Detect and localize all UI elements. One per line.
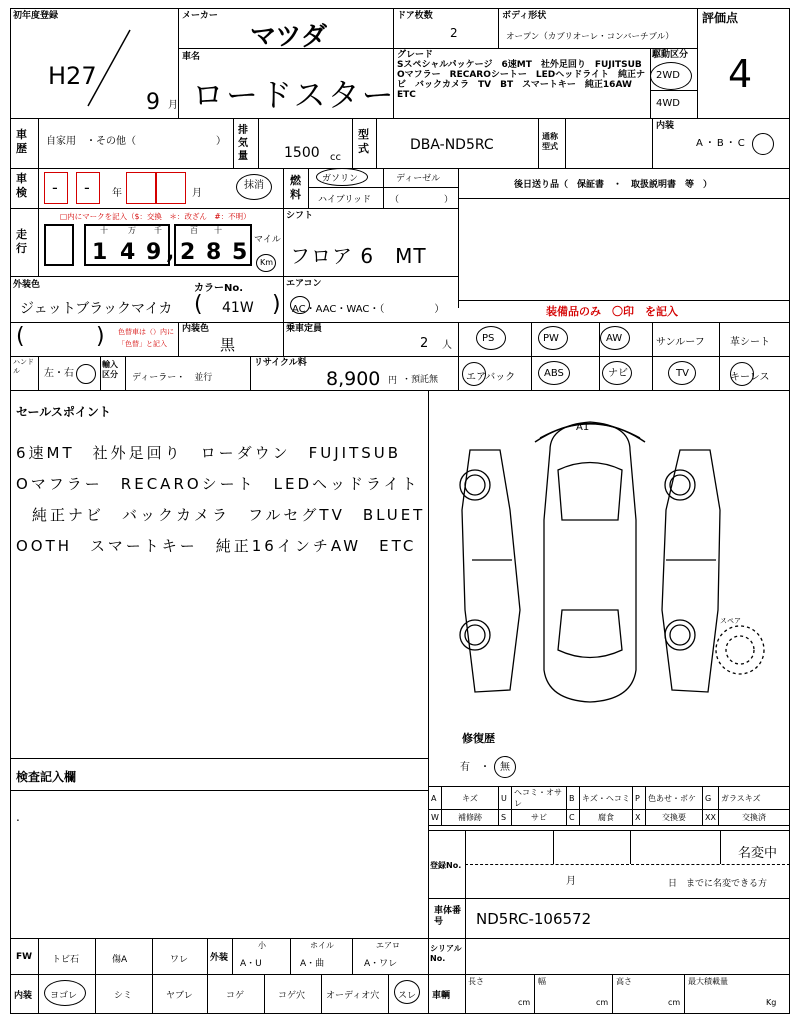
interior-stain: シミ xyxy=(114,991,133,1001)
history-value: 自家用 ・その他（ ） xyxy=(46,136,226,147)
equip-abs-mark xyxy=(538,361,570,385)
model-value: DBA-ND5RC xyxy=(410,137,494,153)
displacement-value: 1500 xyxy=(284,145,320,161)
repair-none-mark xyxy=(494,756,516,778)
equip-aw-mark xyxy=(600,326,630,350)
color-no-close: ) xyxy=(272,292,281,317)
wheel-options: A・曲 xyxy=(300,959,325,969)
equip-airbag: エアバック xyxy=(466,372,516,383)
recycle-deposit: ・預託無 xyxy=(402,375,439,385)
legend-text: キズ xyxy=(442,787,499,810)
fw-stone-chip: トビ石 xyxy=(52,955,80,965)
mileage-comma: , xyxy=(166,240,175,265)
color-no-label: カラーNo. xyxy=(194,283,244,294)
recycle-yen: 円 xyxy=(388,376,398,386)
mileage-unit-4: 百 xyxy=(190,226,198,235)
width-label: 幅 xyxy=(538,977,546,986)
small-options: A・U xyxy=(240,959,262,969)
legend-text: ガラスキズ xyxy=(718,787,789,810)
interior-wear-mark xyxy=(394,980,420,1004)
equip-navi-mark xyxy=(602,361,632,385)
mileage-digit-3: 9 xyxy=(146,240,162,265)
equip-ps: PS xyxy=(482,333,495,344)
displacement-label: 排気量 xyxy=(238,125,248,162)
mileage-digit-2: 4 xyxy=(120,240,136,265)
shift-label: シフト xyxy=(286,211,314,221)
aero-options: A・ワレ xyxy=(364,959,398,969)
equip-tv-mark xyxy=(668,361,696,385)
drive-label: 駆動区分 xyxy=(652,50,689,60)
ac-label: エアコン xyxy=(286,279,322,289)
inspection-title: 検査記入欄 xyxy=(16,770,77,784)
vin-label: 車体番号 xyxy=(434,906,462,927)
sales-line-4: OOTH スマートキー 純正16インチAW ETC xyxy=(16,537,417,555)
interior-dirt-mark xyxy=(44,980,86,1006)
dims-label: 車輌 xyxy=(432,991,451,1001)
mileage-unit-3: 千 xyxy=(154,226,162,235)
interior-dirt: ヨゴレ xyxy=(50,991,78,1001)
doors-value: 2 xyxy=(450,26,458,40)
length-unit: cm xyxy=(518,998,531,1007)
interior-burn-hole: コゲ穴 xyxy=(278,991,306,1001)
legend-code: B xyxy=(567,787,580,810)
score-label: 評価点 xyxy=(702,11,739,25)
color-no-value: 41W xyxy=(222,300,254,316)
exterior-color-value: ジェットブラックマイカ xyxy=(20,301,173,317)
shaken-month-box-1 xyxy=(126,172,156,204)
delivery-label: 後日送り品（ 保証書 ・ 取扱説明書 等 ） xyxy=(514,180,713,190)
car-left-side xyxy=(462,450,520,692)
interior-color-value: 黒 xyxy=(220,336,236,354)
shaken-year-unit: 年 xyxy=(112,188,122,199)
legend-code: U xyxy=(499,787,512,810)
legend-code: W xyxy=(429,810,442,826)
handle-label: ハンドル xyxy=(13,358,34,375)
legend-code: S xyxy=(499,810,512,826)
inspection-note: . xyxy=(16,810,20,824)
km-unit: Km xyxy=(260,258,274,267)
fw-scratch: 傷A xyxy=(112,955,128,965)
interior-grades: A・B・C xyxy=(696,138,747,149)
import-label: 輸入区分 xyxy=(102,360,118,379)
drive-2wd: 2WD xyxy=(656,70,680,81)
capacity-label: 乗車定員 xyxy=(286,324,323,334)
legend-text: 色あせ・ボケ xyxy=(646,787,703,810)
mileage-digit-5: 8 xyxy=(206,240,222,265)
aero-label: エアロ xyxy=(376,941,400,950)
legend-text: 交換済 xyxy=(718,810,789,826)
fuel-diesel: ディーゼル xyxy=(396,174,441,184)
shift-value: フロア 6 MT xyxy=(290,244,427,268)
legend-row-1 xyxy=(429,787,790,810)
recycle-value: 8,900 xyxy=(326,368,381,390)
repair-value: 有 ・ 無 xyxy=(460,762,510,773)
sales-line-1: 6速MT 社外足回り ローダウン FUJITSUB xyxy=(16,444,402,462)
legend-text: ヘコミ・オサレ xyxy=(512,787,567,810)
import-value: ディーラー・ 並行 xyxy=(132,373,213,383)
capacity-value: 2 xyxy=(420,336,429,351)
tsusho-label: 通称型式 xyxy=(542,132,558,151)
sales-line-3: 純正ナビ バックカメラ フルセグTV BLUET xyxy=(32,506,426,524)
name-change-label: 名変中 xyxy=(738,846,778,861)
load-unit: Kg xyxy=(766,998,777,1007)
drive-2wd-mark xyxy=(650,62,692,90)
equip-sunroof: サンルーフ xyxy=(656,337,705,348)
equip-tv: TV xyxy=(676,368,689,379)
reg-month: 9 xyxy=(146,90,160,115)
equip-keyless: キーレス xyxy=(730,372,770,383)
color-change-close: ) xyxy=(96,324,105,349)
registration-label: 登録No. xyxy=(430,861,462,870)
grade-label: グレード xyxy=(397,50,434,60)
car-name-label: 車名 xyxy=(182,52,201,62)
load-label: 最大積載量 xyxy=(688,977,728,986)
capacity-unit: 人 xyxy=(442,340,452,351)
height-unit: cm xyxy=(668,998,681,1007)
drive-4wd: 4WD xyxy=(656,98,680,109)
legend-row-2 xyxy=(429,810,790,826)
fuel-other: （ ） xyxy=(390,195,454,205)
history-label: 車歴 xyxy=(16,128,27,155)
registration-month: 月 xyxy=(566,876,576,887)
model-label: 型式 xyxy=(358,128,369,155)
height-label: 高さ xyxy=(616,977,632,986)
shaken-dash-2: - xyxy=(84,178,90,197)
interior-burn: コゲ xyxy=(226,991,245,1001)
damage-legend xyxy=(428,786,790,826)
exterior-color-label: 外装色 xyxy=(13,280,41,290)
serial-label: シリアルNo. xyxy=(430,944,462,963)
equip-aw: AW xyxy=(606,333,623,344)
legend-code: A xyxy=(429,787,442,810)
length-label: 長さ xyxy=(468,977,484,986)
shaken-month-unit: 月 xyxy=(192,188,202,199)
registration-day-note: 日 までに名変できる方 xyxy=(668,879,768,889)
vin-value: ND5RC-106572 xyxy=(476,910,592,928)
shaken-month-box-2 xyxy=(156,172,186,204)
equip-airbag-mark xyxy=(462,362,486,386)
equip-pw-mark xyxy=(538,326,568,350)
interior-grade-mark xyxy=(752,133,774,155)
interior-color-label: 内装色 xyxy=(182,324,210,334)
wheel-label: ホイル xyxy=(310,941,334,950)
color-no-open: ( xyxy=(194,292,203,317)
color-change-note: 色替車は（）内に「色替」と記入 xyxy=(118,328,174,348)
interior-tear: ヤブレ xyxy=(166,991,193,1001)
mileage-unit-2: 万 xyxy=(128,226,136,235)
car-diagram xyxy=(440,410,780,710)
sales-point-title: セールスポイント xyxy=(16,405,111,419)
fuel-hybrid: ハイブリッド xyxy=(318,195,372,205)
legend-text: 腐食 xyxy=(580,810,633,826)
interior-audio-hole: オーディオ穴 xyxy=(326,991,380,1001)
legend-code: XX xyxy=(703,810,719,826)
mile-unit: マイル xyxy=(254,235,281,245)
car-top-view xyxy=(544,422,636,702)
exterior-label: 外装 xyxy=(210,953,229,963)
score-value: 4 xyxy=(728,52,753,96)
masshou-mark xyxy=(236,174,272,200)
interior-label: 内装 xyxy=(656,121,675,131)
fuel-gasoline-mark xyxy=(316,168,368,186)
km-mark xyxy=(256,254,276,272)
repair-label: 修復歴 xyxy=(462,732,495,745)
fuel-label: 燃料 xyxy=(290,174,301,201)
mileage-label: 走行 xyxy=(16,228,27,255)
equip-abs: ABS xyxy=(544,368,564,379)
equip-ps-mark xyxy=(476,326,506,350)
handle-value: 左・右 xyxy=(44,368,74,379)
interior-damage-label: 内装 xyxy=(14,991,33,1001)
equip-navi: ナビ xyxy=(608,368,628,379)
legend-text: 補修跡 xyxy=(442,810,499,826)
legend-code: X xyxy=(633,810,646,826)
mileage-digit-6: 5 xyxy=(232,240,248,265)
ac-mark xyxy=(290,296,310,314)
maker-value: マツダ xyxy=(250,22,327,52)
car-name-value: ロードスター xyxy=(192,76,396,114)
interior-wear: スレ xyxy=(398,991,417,1001)
damage-mark-a1: A1 xyxy=(576,422,590,433)
legend-code: C xyxy=(567,810,580,826)
spare-label: スペア xyxy=(720,617,741,625)
spare-tire xyxy=(716,626,764,674)
legend-code: G xyxy=(703,787,719,810)
body-value: オープン（カブリオーレ・コンバーチブル） xyxy=(506,32,674,42)
maker-label: メーカー xyxy=(182,11,218,21)
body-label: ボディ形状 xyxy=(502,11,547,21)
mileage-unit-1: 十 xyxy=(100,226,108,235)
width-unit: cm xyxy=(596,998,609,1007)
mileage-leading-box xyxy=(44,224,74,266)
equip-pw: PW xyxy=(543,333,559,344)
legend-code: P xyxy=(633,787,646,810)
sales-line-2: Oマフラー RECAROシート LEDヘッドライト xyxy=(16,475,420,493)
fuel-gasoline: ガソリン xyxy=(322,174,359,184)
ac-options: AC・AAC・WAC・（ ） xyxy=(292,304,445,315)
year-month-slash xyxy=(80,28,140,108)
mileage-note: □内にマークを記入（$：交換 ＊：改ざん #：不明） xyxy=(60,212,251,221)
handle-right-mark xyxy=(76,364,96,384)
small-label: 小 xyxy=(258,941,266,950)
shaken-label: 車検 xyxy=(16,172,27,199)
equip-leather: 革シート xyxy=(730,337,770,348)
first-reg-label: 初年度登録 xyxy=(13,11,59,21)
reg-month-unit: 月 xyxy=(168,100,178,111)
legend-text: 交換要 xyxy=(646,810,703,826)
mileage-digit-4: 2 xyxy=(180,240,196,265)
era-year: H27 xyxy=(48,62,97,90)
legend-text: サビ xyxy=(512,810,567,826)
color-change-open: ( xyxy=(16,324,25,349)
mileage-digit-1: 1 xyxy=(92,240,108,265)
doors-label: ドア枚数 xyxy=(397,11,433,21)
recycle-label: リサイクル料 xyxy=(254,358,307,368)
fw-label: FW xyxy=(16,952,33,962)
shaken-dash-1: - xyxy=(52,178,58,197)
legend-text: キズ・ヘコミ xyxy=(580,787,633,810)
mileage-unit-5: 十 xyxy=(214,226,222,235)
grade-value: Sスペシャルパッケージ 6速MT 社外足回り FUJITSUBOマフラー RECAROシートー LEDヘッドライト 純正ナビ バックカメラ TV BT スマートキー 純正16AW ETC xyxy=(397,60,645,100)
equipment-title: 装備品のみ 〇印 を記入 xyxy=(546,305,678,318)
fw-crack: ワレ xyxy=(170,955,189,965)
equip-keyless-mark xyxy=(730,362,754,386)
masshou-text: 抹消 xyxy=(244,180,264,191)
cc-unit: cc xyxy=(330,152,341,163)
